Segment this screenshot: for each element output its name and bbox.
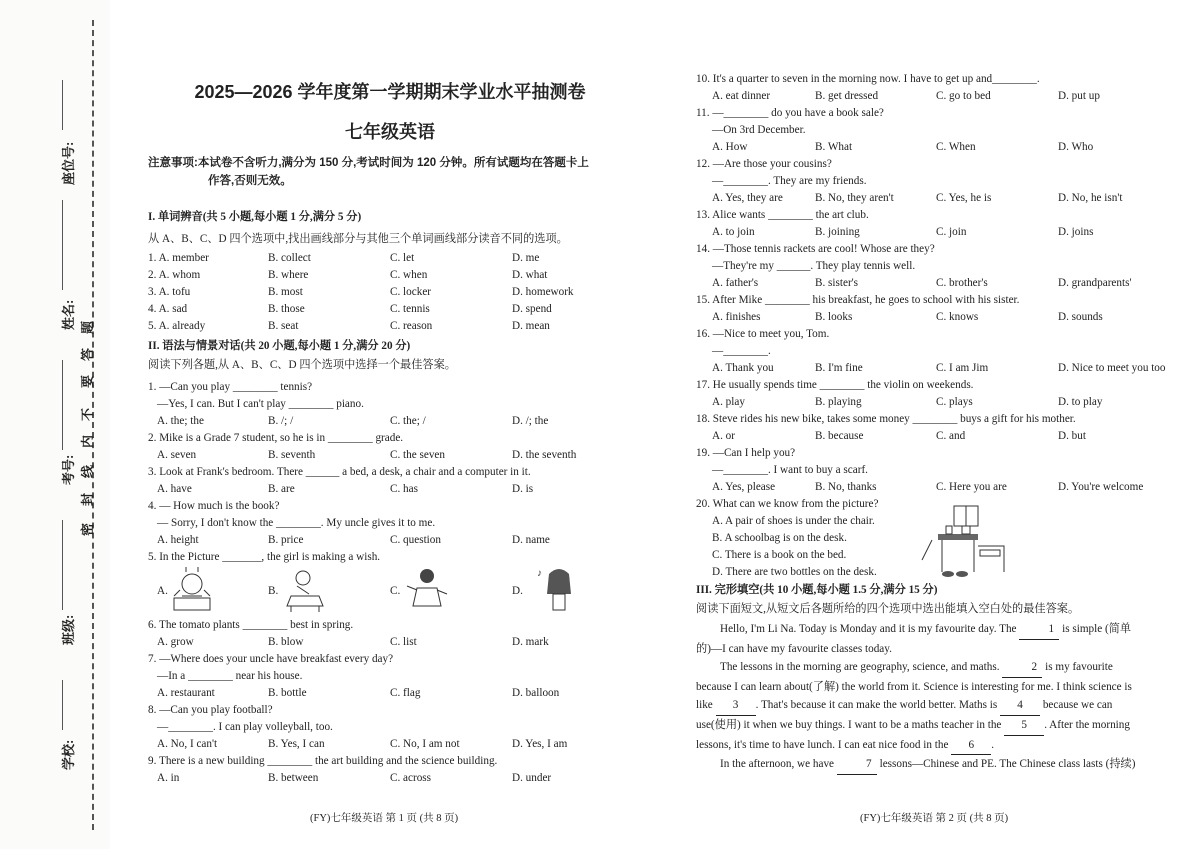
answer-option: C. There is a book on the bed. [712,549,847,561]
question-stem: 9. There is a new building ________ the art building and the science building. [148,755,498,767]
question-stem: 7. —Where does your uncle have breakfast every day? [148,653,394,665]
class-blank [62,520,63,610]
cloze-blank: 7 [837,755,877,775]
answer-option: A. to join [712,226,755,238]
seal-dashed-line [92,20,94,830]
answer-option: A. Yes, they are [712,192,783,204]
answer-option: C. plays [936,396,973,408]
answer-option: D. put up [1058,90,1100,102]
answer-option: A. father's [712,277,759,289]
section1-instructions: 从 A、B、C、D 四个选项中,找出画线部分与其他三个单词画线部分读音不同的选项。 [148,233,568,245]
question-stem: 12. —Are those your cousins? [696,158,832,170]
seal-char: 要 [80,374,96,389]
answer-option: D. Nice to meet you too [1058,362,1166,374]
question-stem: 17. He usually spends time ________ the violin on weekends. [696,379,974,391]
question-stem: 20. What can we know from the picture? [696,498,879,510]
answer-option: A. Yes, please [712,481,776,493]
answer-option: B. sister's [815,277,859,289]
answer-option: D. You're welcome [1058,481,1144,493]
phonics-option: B. collect [268,252,311,264]
phonics-option: 3. A. tofu [148,286,191,298]
section2-instructions: 阅读下列各题,从 A、B、C、D 四个选项中选择一个最佳答案。 [148,359,456,371]
answer-option: B. /; / [268,415,294,427]
name-blank [62,200,63,290]
answer-option: B. price [268,534,304,546]
question-stem: —In a ________ near his house. [157,670,303,682]
answer-option: A. finishes [712,311,761,323]
phonics-option: B. seat [268,320,299,332]
answer-option: B. [268,585,279,597]
answer-option: C. and [936,430,966,442]
singing-girl-picture-d [535,564,579,616]
phonics-option: D. spend [512,303,552,315]
answer-option: A. restaurant [157,687,215,699]
answer-option: B. No, thanks [815,481,877,493]
answer-option: A. have [157,483,192,495]
answer-option: C. the; / [390,415,426,427]
phonics-option: D. homework [512,286,574,298]
answer-option: B. seventh [268,449,316,461]
exam-number-label: 考号: [61,454,76,485]
answer-option: B. I'm fine [815,362,863,374]
answer-option: B. A schoolbag is on the desk. [712,532,847,544]
seal-char: 不 [80,407,96,422]
answer-option: B. What [815,141,853,153]
section3-instructions: 阅读下面短文,从短文后各题所给的四个选项中选出能填入空白处的最佳答案。 [696,603,1080,615]
question-stem: — Sorry, I don't know the ________. My uncle gives it to me. [157,517,436,529]
seal-char: 密 [80,522,96,537]
answer-option: A. [157,585,168,597]
cloze-blank: 4 [1000,696,1040,716]
answer-option: B. No, they aren't [815,192,894,204]
answer-option: C. knows [936,311,979,323]
passage-line: In the afternoon, we have 7 lessons—Chinese and PE. The Chinese class lasts (持续) [696,755,1190,775]
question-stem: 8. —Can you play football? [148,704,273,716]
answer-option: C. has [390,483,418,495]
answer-option: C. question [390,534,441,546]
answer-option: B. because [815,430,864,442]
answer-option: C. I am Jim [936,362,989,374]
answer-option: D. under [512,772,552,784]
phonics-option: B. those [268,303,305,315]
answer-option: B. playing [815,396,862,408]
question-stem: 2. Mike is a Grade 7 student, so he is in ________ grade. [148,432,404,444]
answer-option: A. or [712,430,735,442]
passage-line: lessons, it's time to have lunch. I can eat nice food in the 6 . [696,736,1190,756]
phonics-option: D. what [512,269,548,281]
seal-char: 线 [80,464,96,479]
seat-number-label: 座位号: [61,141,76,185]
question-stem: 13. Alice wants ________ the art club. [696,209,869,221]
question-stem: 14. —Those tennis rackets are cool! Whose are they? [696,243,935,255]
question-stem: 16. —Nice to meet you, Tom. [696,328,830,340]
answer-option: C. [390,585,401,597]
question-stem: —Yes, I can. But I can't play ________ piano. [157,398,364,410]
question-stem: 11. —________ do you have a book sale? [696,107,884,119]
answer-option: D. joins [1058,226,1094,238]
answer-option: B. between [268,772,319,784]
answer-option: D. [512,585,523,597]
question-stem: —They're my ______. They play tennis well. [712,260,916,272]
answer-option: A. grow [157,636,194,648]
answer-option: B. get dressed [815,90,879,102]
phonics-option: C. locker [390,286,432,298]
phonics-option: 1. A. member [148,252,209,264]
phonics-option: B. where [268,269,309,281]
phonics-option: 5. A. already [148,320,206,332]
answer-option: B. blow [268,636,304,648]
cloze-blank: 1 [1019,620,1059,640]
answer-option: B. are [268,483,295,495]
section1-title: I. 单词辨音(共 5 小题,每小题 1 分,满分 5 分) [148,211,362,223]
answer-option: B. looks [815,311,853,323]
page-footer: (FY)七年级英语 第 2 页 (共 8 页) [860,813,1009,824]
question-stem: 10. It's a quarter to seven in the morning now. I have to get up and________. [696,73,1040,85]
passage-line: The lessons in the morning are geography, science, and maths. 2 is my favourite [696,658,1190,678]
answer-option: D. sounds [1058,311,1103,323]
question-stem: 4. — How much is the book? [148,500,280,512]
phonics-option: B. most [268,286,303,298]
answer-option: D. Yes, I am [512,738,568,750]
phonics-option: D. me [512,252,540,264]
cloze-blank: 6 [951,736,991,756]
question-stem: —________. [712,345,771,357]
answer-option: A. the; the [157,415,204,427]
question-stem: 3. Look at Frank's bedroom. There ______ a bed, a desk, a chair and a computer in it. [148,466,531,478]
answer-option: C. go to bed [936,90,991,102]
question-stem: 1. —Can you play ________ tennis? [148,381,313,393]
answer-option: A. eat dinner [712,90,771,102]
question-stem: 18. Steve rides his new bike, takes some money ________ buys a gift for his mother. [696,413,1076,425]
passage-line: 的)—I can have my favourite classes today. [696,642,892,655]
phonics-option: 2. A. whom [148,269,201,281]
section2-title: II. 语法与情景对话(共 20 小题,每小题 1 分,满分 20 分) [148,340,411,352]
exam-page-2 [690,0,1190,849]
exam-subtitle: 七年级英语 [345,122,435,142]
question-stem: —________. I can play volleyball, too. [157,721,333,733]
answer-option: C. the seven [390,449,445,461]
seal-char: 题 [80,320,96,335]
question-stem: 5. In the Picture _______, the girl is making a wish. [148,551,381,563]
phonics-option: C. reason [390,320,433,332]
answer-option: B. joining [815,226,860,238]
answer-option: A. A pair of shoes is under the chair. [712,515,875,527]
answer-option: C. join [936,226,967,238]
seal-char: 内 [80,434,96,449]
answer-option: B. Yes, I can [268,738,325,750]
studying-picture-b [283,566,327,614]
answer-option: A. seven [157,449,197,461]
phonics-option: C. let [390,252,415,264]
seal-char: 答 [80,347,96,362]
answer-option: A. in [157,772,180,784]
answer-option: C. Here you are [936,481,1007,493]
answer-option: B. bottle [268,687,307,699]
bedroom-picture [918,500,1014,580]
question-stem: 19. —Can I help you? [696,447,796,459]
passage-line: use(使用) it when we buy things. I want to be a maths teacher in the 5 . After the morning [696,716,1190,736]
answer-option: D. the seventh [512,449,577,461]
page-footer: (FY)七年级英语 第 1 页 (共 8 页) [310,813,459,824]
cloze-blank: 2 [1002,658,1042,678]
name-label: 姓名: [61,299,76,330]
birthday-wish-picture-a [170,566,214,614]
answer-option: A. height [157,534,199,546]
dancing-girl-picture-c [405,566,449,614]
answer-option: C. brother's [936,277,988,289]
exam-title: 2025—2026 学年度第一学期期末学业水平抽测卷 [194,82,586,102]
phonics-option: D. mean [512,320,550,332]
answer-option: D. is [512,483,534,495]
answer-option: D. to play [1058,396,1103,408]
class-label: 班级: [61,614,76,645]
answer-option: D. /; the [512,415,549,427]
answer-option: C. across [390,772,432,784]
cloze-blank: 3 [716,696,756,716]
answer-option: C. Yes, he is [936,192,992,204]
question-stem: —________. I want to buy a scarf. [712,464,868,476]
answer-option: D. but [1058,430,1086,442]
notice-line-1: 注意事项:本试卷不含听力,满分为 150 分,考试时间为 120 分钟。所有试题均在答题卡上 [148,157,589,169]
answer-option: A. No, I can't [157,738,218,750]
answer-option: D. grandparents' [1058,277,1132,289]
answer-option: C. No, I am not [390,738,460,750]
answer-option: D. Who [1058,141,1094,153]
answer-option: D. balloon [512,687,560,699]
cloze-blank: 5 [1004,716,1044,736]
answer-option: D. mark [512,636,549,648]
school-label: 学校: [61,739,76,770]
answer-option: C. list [390,636,417,648]
question-stem: 6. The tomato plants ________ best in spring. [148,619,354,631]
passage-line: because I can learn about(了解) the world from it. Science is interesting for me. I think science is [696,680,1132,693]
cloze-passage [696,620,1190,775]
answer-option: A. Thank you [712,362,774,374]
answer-option: D. There are two bottles on the desk. [712,566,877,578]
question-stem: —On 3rd December. [712,124,806,136]
binding-margin [0,0,110,849]
exam-number-blank [62,360,63,450]
answer-option: D. No, he isn't [1058,192,1123,204]
passage-line: like 3 . That's because it can make the world better. Maths is 4 because we can [696,696,1190,716]
answer-option: D. name [512,534,550,546]
phonics-option: C. tennis [390,303,430,315]
phonics-option: C. when [390,269,428,281]
question-stem: —________. They are my friends. [712,175,867,187]
school-blank [62,680,63,730]
answer-option: C. flag [390,687,421,699]
answer-option: A. play [712,396,745,408]
question-stem: 15. After Mike ________ his breakfast, he goes to school with his sister. [696,294,1020,306]
phonics-option: 4. A. sad [148,303,188,315]
seal-char: 封 [80,492,96,507]
exam-page-1 [140,0,640,849]
answer-option: C. When [936,141,976,153]
seat-number-blank [62,80,63,130]
section3-title: III. 完形填空(共 10 小题,每小题 1.5 分,满分 15 分) [696,584,938,596]
answer-option: A. How [712,141,748,153]
passage-line: Hello, I'm Li Na. Today is Monday and it is my favourite day. The 1 is simple (简单 [696,620,1190,640]
notice-line-2: 作答,否则无效。 [208,175,292,187]
svg-text:♪: ♪ [537,568,542,579]
